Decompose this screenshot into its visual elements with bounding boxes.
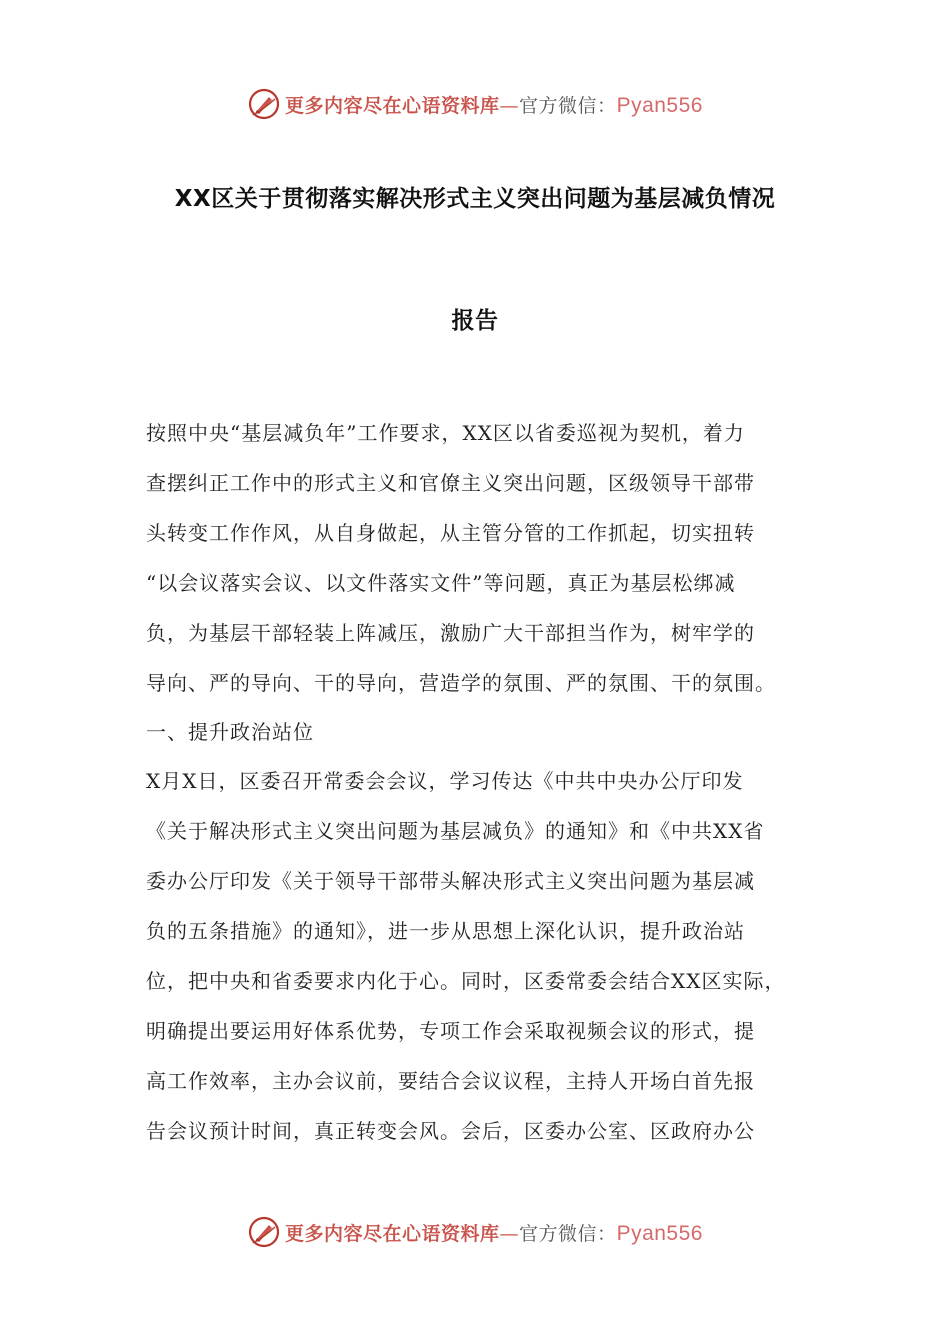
watermark-wechat-id: Pyan556 bbox=[616, 93, 703, 117]
section-heading: 一、提升政治站位 bbox=[146, 720, 314, 744]
watermark-text bbox=[285, 1219, 703, 1246]
document-title-line2: 报告 bbox=[451, 308, 499, 334]
body-line: 高工作效率，主办会议前，要结合会议议程，主持人开场白首先报 bbox=[146, 1069, 755, 1093]
body-line: 负，为基层干部轻装上阵减压，激励广大干部担当作为，树牢学的 bbox=[146, 621, 755, 645]
watermark-dash: — bbox=[499, 94, 520, 117]
watermark-text bbox=[285, 91, 703, 118]
watermark-brand: 更多内容尽在心语资料库 bbox=[285, 1222, 500, 1245]
body-line: “以会议落实会议、以文件落实文件”等问题，真正为基层松绑减 bbox=[146, 571, 736, 595]
body-line: X月X日，区委召开常委会会议，学习传达《中共中央办公厅印发 bbox=[146, 769, 744, 793]
body-line: 头转变工作作风，从自身做起，从主管分管的工作抓起，切实扭转 bbox=[146, 521, 755, 545]
pen-logo-icon bbox=[247, 87, 281, 121]
footer-watermark bbox=[0, 1212, 950, 1252]
watermark-wechat-id: Pyan556 bbox=[616, 1221, 703, 1245]
watermark-official-label: 官方微信： bbox=[519, 1222, 617, 1245]
body-line: 位，把中央和省委要求内化于心。同时，区委常委会结合XX区实际， bbox=[146, 969, 786, 993]
body-line: 委办公厅印发《关于领导干部带头解决形式主义突出问题为基层减 bbox=[146, 869, 755, 893]
body-line: 《关于解决形式主义突出问题为基层减负》的通知》和《中共XX省 bbox=[146, 819, 765, 843]
body-line: 明确提出要运用好体系优势，专项工作会采取视频会议的形式，提 bbox=[146, 1019, 755, 1043]
document-title-line1: XX区关于贯彻落实解决形式主义突出问题为基层减负情况 bbox=[174, 186, 776, 212]
watermark-official-label: 官方微信： bbox=[519, 94, 617, 117]
body-line: 告会议预计时间，真正转变会风。会后，区委办公室、区政府办公 bbox=[146, 1119, 755, 1143]
body-line: 按照中央“基层减负年”工作要求，XX区以省委巡视为契机，着力 bbox=[146, 421, 745, 445]
body-line: 导向、严的导向、干的导向，营造学的氛围、严的氛围、干的氛围。 bbox=[146, 671, 776, 695]
pen-logo-icon bbox=[247, 1215, 281, 1249]
watermark-dash: — bbox=[499, 1222, 520, 1245]
body-line: 负的五条措施》的通知》，进一步从思想上深化认识，提升政治站 bbox=[146, 919, 745, 943]
watermark-brand: 更多内容尽在心语资料库 bbox=[285, 94, 500, 117]
header-watermark bbox=[0, 84, 950, 124]
body-line: 查摆纠正工作中的形式主义和官僚主义突出问题，区级领导干部带 bbox=[146, 471, 755, 495]
